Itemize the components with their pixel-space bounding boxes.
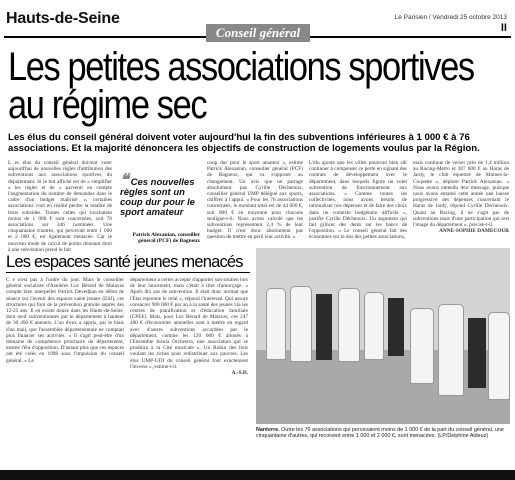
article-column-3: coup dur pour le sport amateur », estime Patrick Alexanian, conseiller général (PCF) de Bagneux, qui va s'opposer au changement. Un avis que ne partage absolument pas Cyrille Déchenoix, conseiller général UMP délégué aux sports, chiffres à l'appui. « Pour les 76 associations concernées, le montant total est de 44 000 €, soit 800 € en moyenne pour chacune seuligne-t-il. Nous avons calculé que les subventions représentent 2,4 % de leur budget. Il n'est donc absolument pas question de mettre en péril leur activité. » <box>207 160 303 241</box>
article-signature: ANNE-SOPHIE DAMECOUR <box>439 228 509 235</box>
masthead-info: Le Parisien / Vendredi 25 octobre 2013 <box>394 14 507 21</box>
rubric-band: Conseil général <box>206 24 310 42</box>
quote-mark-icon: ❝ <box>120 172 129 189</box>
photo-figure <box>266 288 286 360</box>
lead-paragraph: Les élus du conseil général doivent voter aujourd'hui la fin des subventions inférieures à 1 000 € à 76 associations. Et la majorité dénoncera les objectifs de construction de logements voulus par la Région. <box>8 132 480 154</box>
sidebar-column-2-text: département a certes accepté d'apporter son soutien lors de leur lancement, mais c'était à titre d'amorçage. « Après dix ans de subvention. Il était donc normal que l'État reprenne le relai », répond l'intéressé. Qui assure consacrer 900 000 € par an à la santé des jeunes via les centres de planification et d'éducation familiale (CPEF). Mais, pour Luc Bérard de Malavas, ces 247 490 € d'économies annuelles sont à mettre en regard avec d'autres subventions accordées par le département, comme les 120 000 € alloués à l'Ensemble Insula Orchestra, une association qui se produira à la Cité musicale ». Un Robin des bois voulant les riches pour redistribuer aux pauvres. Les élus UMP-UDI du conseil général font exactement l'inverse », estime-t-il. <box>130 277 248 370</box>
next-article-strip <box>0 470 515 480</box>
article-column-1: L es élus du conseil général doivent voter aujourd'hui de nouvelles règles d'attribution des subventions aux associations sportives du département. Si le but affiché est de « simplifier » les règles et de « parvenir en compte l'augmentation du nombre de demandes dans le cadre d'un budget maîtrisé », certaines associations vont en réalité perdre la totalité de leurs subsides. Toutes celles qui touchaient moins de 1 000 € sont concernées, soit 76 associations sur 346 nominées. Une cinquantaine d'autres, qui percevait entre 1 000 et 2 000 €, est également menacée. Car le nouveau mode de calcul de points donnant droit à une subvention prend le fait <box>8 160 112 253</box>
sidebar-headline: Les espaces santé jeunes menacés <box>6 253 243 271</box>
pull-quote: ❝ Ces nouvelles règles sont un coup dur pour le sport amateur <box>120 172 195 218</box>
article-photo <box>256 248 510 424</box>
photo-figure <box>438 304 464 396</box>
sidebar-column-1: C e n'est pas à l'ordre du jour. Mais le conseiller général socialiste d'Asnières Luc Bérard de Malavas compte bien interpeller Patrick Devedjian en début de séance sur l'avenir des espaces santé jeunes (ESJ), ces structures qui font de la prévention gratuite auprès des 12-25 ans. Il en existe douze dans les Hauts-de-Seine, dont neuf subventionnés par le département à hauteur de 30 490 € annuels. L'un d'eux a appris, par le biais d'un mail, que l'assemblée départementale ne comptait plus financer ses activités. « Il s'agit peut-être d'un domaine de compétence prioritaire du département, estime l'élu d'opposition. D'autant plus que ces espaces ont été créés en 1998 sous l'impulsion du conseil général. » Le <box>6 277 124 364</box>
photo-caption <box>256 427 510 440</box>
page-number: II <box>500 22 507 34</box>
section-header <box>6 10 120 28</box>
photo-figure <box>290 286 312 362</box>
photo-figure <box>364 292 384 360</box>
headline: Les petites associations sportives au régime sec <box>8 45 474 127</box>
caption-text: Outre les 76 associations qui percevaient moins de 1 000 € de la part du conseil général, une cinquantaine d'autres, qui recoivent entre 1 000 et 2 000 €, sont menacées. <box>256 427 504 440</box>
photo-figure <box>316 294 332 360</box>
section-title: Hauts-de-Seine <box>6 10 120 27</box>
article-column-5 <box>413 160 509 250</box>
quote-author: Patrick Alexanian, conseiller général (PCF) de Bagneux <box>132 232 200 245</box>
article-column-4: L'élu ajoute que les villes pourront bien sûr continuer à compenser ce perte en signant des contrats de développement avec le département, dans lesquels figure un volet subvention de fonctionnement aux associations. « Comme toutes les collectivités, nous avons besoin de rationaliser nos dépenses et de faire des choix dans un contexte budgétaire difficile », justifie Cyrille Déchenoix. Un argument qui fait grincer des dents sur les bancs de l'opposition. « Le conseil général fait des économies sur le dos des petites associations, <box>309 160 407 241</box>
photo-credit: (LP/Delphine Aldeuz) <box>437 433 489 440</box>
newspaper-name: Le Parisien <box>394 14 428 21</box>
photo-figure <box>468 318 486 388</box>
photo-figure <box>338 288 360 362</box>
sidebar-signature: A.-S.D. <box>231 370 248 377</box>
sidebar-column-2 <box>130 277 248 427</box>
photo-figure <box>410 308 434 384</box>
sidebar-rule <box>6 272 250 273</box>
photo-figure <box>388 298 404 356</box>
photo-figure <box>488 312 510 400</box>
article-column-5-text: mais continue de verser près de 1,4 million au Racing-Metro et 307 000 € au Haras de Jardy, le club équestre de Marnes-la-Coquette », déplore Patrick Alexanian. « Nous avons entendu leur message, puisque nous avons entamé cette année une baisse progressive des dépenses concernant le Haras de Jardy, répond Cyrille Déchenoix. Quant au Racing, il ne s'agit pas de subventions mais d'une participation qui sert l'image du département », précise-t-il. <box>413 160 509 229</box>
caption-place: Nanterre. <box>256 427 280 433</box>
issue-date: Vendredi 25 octobre 2013 <box>432 14 507 21</box>
